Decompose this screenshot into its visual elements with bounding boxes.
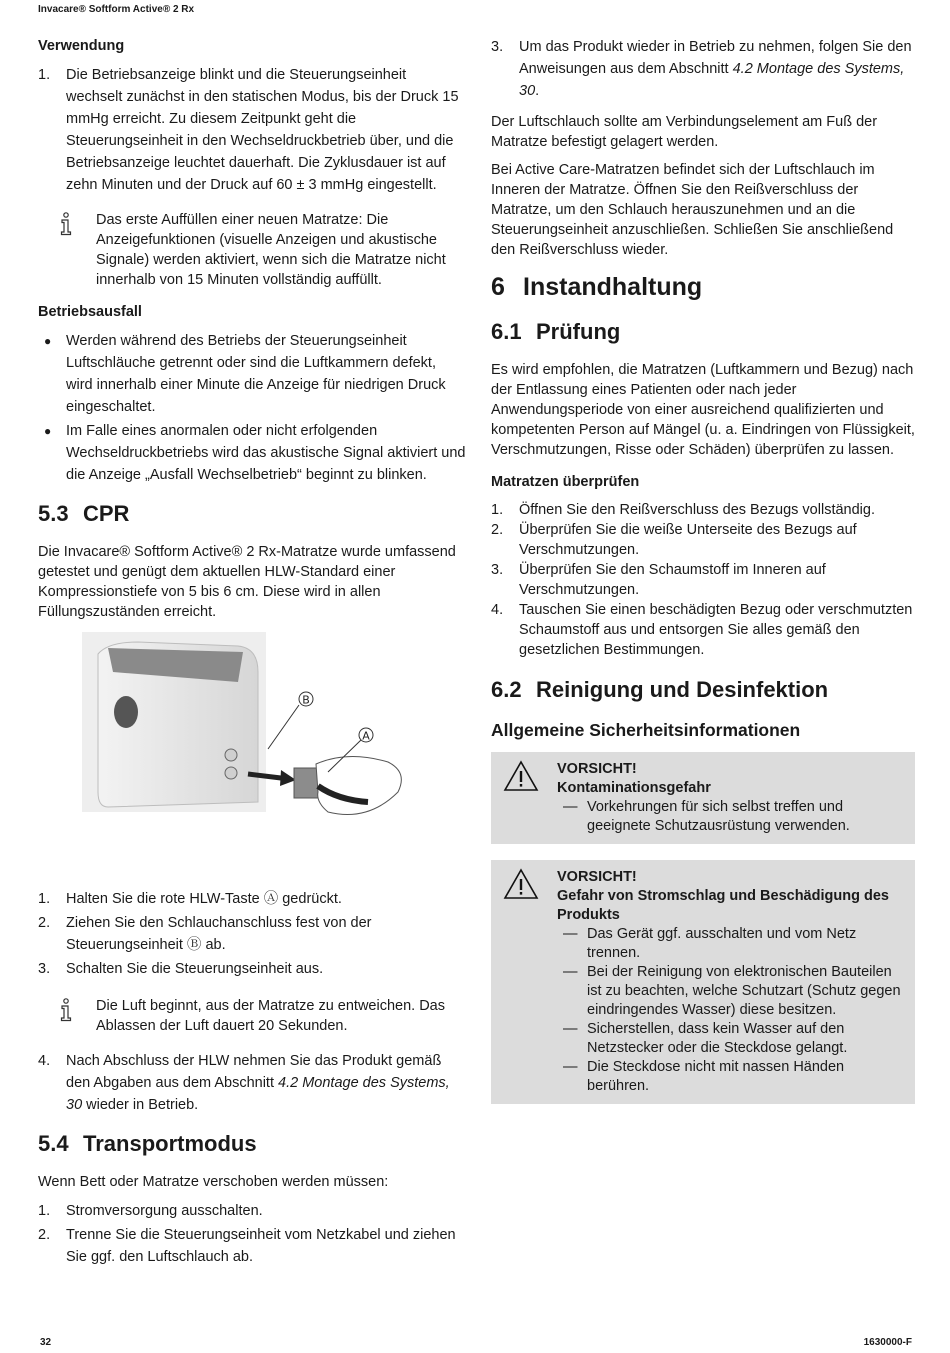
- list-item: [491, 500, 915, 520]
- caution-text: Bei der Reinigung von elektronischen Bauteilen ist zu beachten, welche Schutzart (Schutz gegen eindringendes Wasser) diese besitzen.: [587, 964, 901, 1018]
- info-icon: [58, 212, 74, 236]
- list-number: 1.: [38, 1203, 51, 1219]
- info-note: [38, 210, 466, 290]
- bullet-item: [38, 330, 466, 418]
- bullet-item: [38, 420, 466, 486]
- caution-text: Die Steckdose nicht mit nassen Händen berühren.: [587, 1059, 845, 1094]
- paragraph: Bei Active Care-Matratzen befindet sich der Luftschlauch im Inneren der Matratze. Öffnen Sie den Reißverschluss der Matratze, um den Schlauch herauszunehmen und an die Steuerungseinheit anzuschließen. Schließen Sie anschließend den Reißverschluss wieder.: [491, 162, 894, 258]
- section-number: 5.4: [38, 1131, 69, 1156]
- list-item: [38, 1224, 466, 1268]
- right-column: [491, 36, 915, 1114]
- list-item: [491, 600, 915, 660]
- list-text: Nach Abschluss der HLW nehmen Sie das Produkt gemäß den Abgaben aus dem Abschnitt: [66, 1053, 442, 1091]
- list-text: Die Betriebsanzeige blinkt und die Steuerungseinheit wechselt zunächst in den statischen Modus, bis der Druck 15 mmHg erreicht. Zu diesem Zeitpunkt geht die Steuerungseinheit in den Wechseldruckbetrieb über, und die Betriebsanzeige leuchtet dauerhaft. Die Zyklusdauer ist auf zehn Minuten und der Druck auf 60 ± 3 mmHg eingestellt.: [66, 67, 459, 193]
- subheading-matratzen: Matratzen überprüfen: [491, 474, 640, 490]
- list-number: 2.: [38, 1227, 51, 1243]
- section-number: 5.3: [38, 501, 69, 526]
- bullet-text: Werden während des Betriebs der Steuerungseinheit Luftschläuche getrennt oder sind die Luftkammern defekt, wird innerhalb einer Minute die Anzeige für niedrigen Druck eingeschaltet.: [66, 333, 446, 415]
- cross-reference-link[interactable]: 4.2 Montage des Systems, 30: [519, 61, 905, 99]
- heading-cpr: [38, 500, 466, 528]
- warning-triangle-icon: [503, 760, 539, 792]
- left-column: [38, 36, 466, 1276]
- caution-text: Das Gerät ggf. ausschalten und vom Netz trennen.: [587, 926, 857, 961]
- list-item: [38, 958, 466, 980]
- verwendung-list: [38, 64, 466, 196]
- caution-item: [557, 798, 905, 836]
- svg-text:B: B: [302, 693, 310, 707]
- chapter-title: Instandhaltung: [523, 273, 703, 301]
- caution-text: Vorkehrungen für sich selbst treffen und geeignete Schutzausrüstung verwenden.: [587, 799, 850, 834]
- list-number: 1.: [38, 891, 51, 907]
- list-item: [491, 36, 915, 102]
- bullet-dot: ●: [44, 334, 52, 348]
- list-number: 2.: [491, 522, 504, 538]
- list-text-end: .: [535, 83, 540, 99]
- list-text: Ziehen Sie den Schlauchanschluss fest von der Steuerungseinheit Ⓑ ab.: [66, 915, 372, 953]
- caution-box: [491, 860, 915, 1104]
- list-text: Tauschen Sie einen beschädigten Bezug oder verschmutzten Schaumstoff aus und entsorgen Sie alles gemäß den gesetzlichen Bestimmungen.: [519, 602, 913, 658]
- info-icon: [58, 998, 74, 1022]
- note-text: Das erste Auffüllen einer neuen Matratze: Die Anzeigefunktionen (visuelle Anzeigen und akustische Signale) werden aktiviert, wenn sich die Matratze nicht innerhalb von 15 Minuten vollständig auffüllt.: [96, 212, 446, 288]
- list-item: [38, 1050, 466, 1116]
- heading-reinigung: [491, 676, 915, 704]
- signal-word: VORSICHT!: [557, 761, 637, 777]
- signal-word: VORSICHT!: [557, 869, 637, 885]
- section-title: Transportmodus: [83, 1131, 257, 1156]
- heading-betriebsausfall: Betriebsausfall: [38, 304, 142, 320]
- section-number: 6.2: [491, 677, 522, 702]
- caution-item: [557, 925, 905, 963]
- list-number: 1.: [38, 67, 51, 83]
- betriebsausfall-list: [38, 330, 466, 486]
- hazard-title: Gefahr von Stromschlag und Beschädigung des Produkts: [557, 888, 889, 923]
- section-title: Prüfung: [536, 319, 621, 344]
- running-header: Invacare® Softform Active® 2 Rx: [38, 4, 195, 15]
- list-text: Um das Produkt wieder in Betrieb zu nehmen, folgen Sie den Anweisungen aus dem Abschnitt: [519, 39, 912, 77]
- list-item: [38, 1200, 466, 1222]
- document-code: 1630000-F: [863, 1337, 912, 1348]
- list-item: [38, 64, 466, 196]
- info-note: [38, 996, 466, 1036]
- dash-marker: —: [563, 926, 578, 942]
- caution-item: [557, 1020, 905, 1058]
- cpr-step-4: [38, 1050, 466, 1116]
- chapter-number: 6: [491, 273, 505, 301]
- transport-steps: [38, 1200, 466, 1268]
- heading-verwendung: Verwendung: [38, 38, 125, 54]
- caution-box: [491, 752, 915, 844]
- section-title: Reinigung und Desinfektion: [536, 677, 829, 702]
- chapter-heading: [491, 272, 915, 302]
- cpr-intro: Die Invacare® Softform Active® 2 Rx-Matratze wurde umfassend getestet und genügt dem aktuellen HLW-Standard einer Kompressionstiefe von 5 bis 6 cm. Diese wird in allen Füllungszuständen erreicht.: [38, 544, 456, 620]
- warning-triangle-icon: [503, 868, 539, 900]
- list-item: [491, 520, 915, 560]
- cpr-steps: [38, 888, 466, 980]
- list-text: Trenne Sie die Steuerungseinheit vom Netzkabel und ziehen Sie ggf. den Luftschlauch ab.: [66, 1227, 456, 1265]
- dash-marker: —: [563, 799, 578, 815]
- transport-intro: Wenn Bett oder Matratze verschoben werden müssen:: [38, 1174, 389, 1190]
- dash-marker: —: [563, 964, 578, 980]
- control-unit-illustration: [68, 632, 468, 842]
- note-text: Die Luft beginnt, aus der Matratze zu entweichen. Das Ablassen der Luft dauert 20 Sekunden.: [96, 998, 445, 1034]
- reinbetriebnahme-step: [491, 36, 915, 102]
- list-text: Stromversorgung ausschalten.: [66, 1203, 263, 1219]
- cpr-figure: [68, 632, 468, 842]
- dash-marker: —: [563, 1059, 578, 1075]
- list-item: [491, 560, 915, 600]
- dash-marker: —: [563, 1021, 578, 1037]
- svg-text:A: A: [362, 729, 370, 743]
- bullet-dot: ●: [44, 424, 52, 438]
- list-text: Überprüfen Sie die weiße Unterseite des Bezugs auf Verschmutzungen.: [519, 522, 857, 558]
- caution-text: Sicherstellen, dass kein Wasser auf den Netzstecker oder die Steckdose gelangt.: [587, 1021, 848, 1056]
- cross-reference-link[interactable]: 4.2 Montage des Systems, 30: [66, 1075, 450, 1113]
- list-number: 4.: [491, 602, 504, 618]
- list-item: [38, 888, 466, 910]
- caution-item: [557, 963, 905, 1020]
- list-text: Öffnen Sie den Reißverschluss des Bezugs vollständig.: [519, 502, 875, 518]
- list-number: 3.: [491, 39, 504, 55]
- list-text: Schalten Sie die Steuerungseinheit aus.: [66, 961, 324, 977]
- bullet-text: Im Falle eines anormalen oder nicht erfolgenden Wechseldruckbetriebs wird das akustische Signal aktiviert und die Anzeige „Ausfall Wechselbetrieb“ beginnt zu blinken.: [66, 423, 466, 483]
- list-text-end: wieder in Betrieb.: [82, 1097, 199, 1113]
- pruefung-steps: [491, 500, 915, 660]
- list-number: 3.: [491, 562, 504, 578]
- list-item: [38, 912, 466, 956]
- list-number: 4.: [38, 1053, 51, 1069]
- heading-transportmodus: [38, 1130, 466, 1158]
- list-text: Halten Sie die rote HLW-Taste Ⓐ gedrückt.: [66, 891, 342, 907]
- list-number: 2.: [38, 915, 51, 931]
- list-number: 3.: [38, 961, 51, 977]
- page-number: 32: [40, 1337, 52, 1348]
- hazard-title: Kontaminationsgefahr: [557, 780, 711, 796]
- caution-item: [557, 1058, 905, 1096]
- heading-pruefung: [491, 318, 915, 346]
- pruefung-intro: Es wird empfohlen, die Matratzen (Luftkammern und Bezug) nach der Entlassung eines Patienten oder nach jeder Anwendungsperiode von einer ausreichend qualifizierten und kompetenten Person auf Mängel (u. a. Eindringen von Flüssigkeit, Verschmutzungen, Risse oder Schäden) überprüfen zu lassen.: [491, 362, 915, 458]
- subheading-sicherheit: Allgemeine Sicherheitsinformationen: [491, 720, 801, 740]
- paragraph: Der Luftschlauch sollte am Verbindungselement am Fuß der Matratze befestigt gelagert werden.: [491, 114, 878, 150]
- list-text: Überprüfen Sie den Schaumstoff im Inneren auf Verschmutzungen.: [519, 562, 826, 598]
- section-title: CPR: [83, 501, 130, 526]
- section-number: 6.1: [491, 319, 522, 344]
- list-number: 1.: [491, 502, 504, 518]
